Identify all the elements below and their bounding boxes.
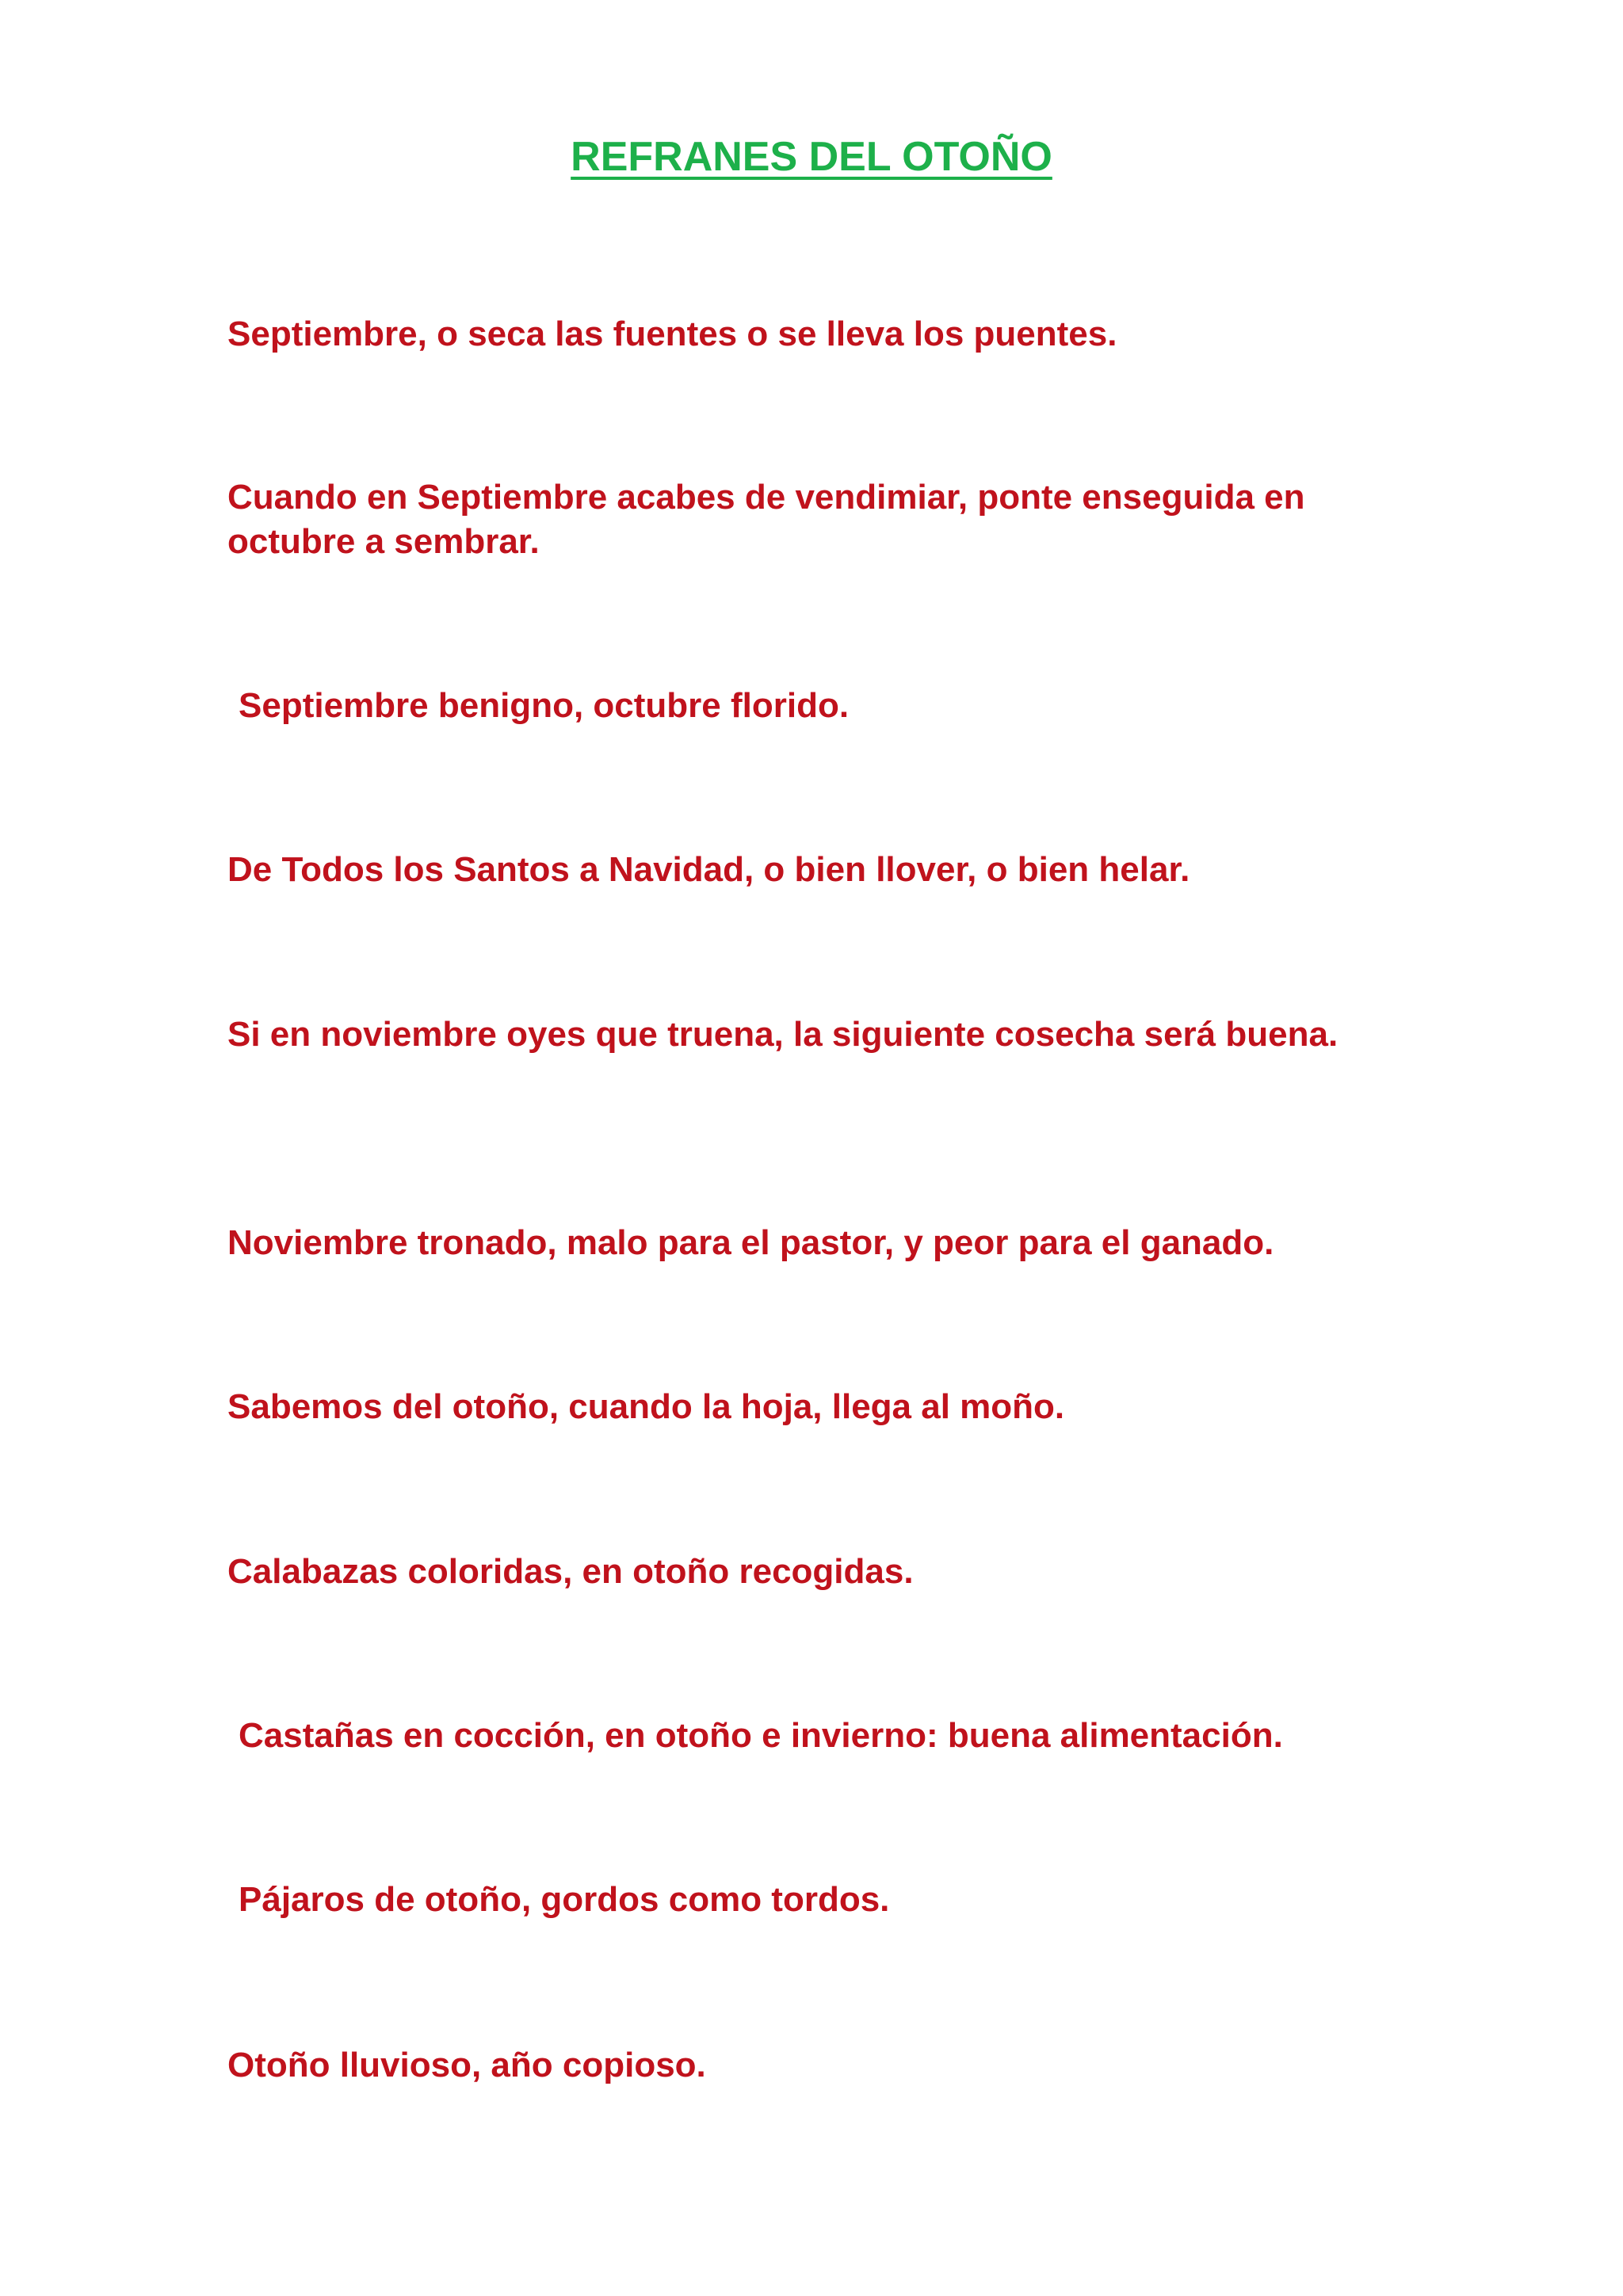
saying-2: Cuando en Septiembre acabes de vendimiar, ponte enseguida en octubre a sembrar. bbox=[227, 478, 1305, 561]
saying-5: Si en noviembre oyes que truena, la siguiente cosecha será buena. bbox=[227, 1015, 1338, 1054]
saying-10: Pájaros de otoño, gordos como tordos. bbox=[239, 1880, 890, 1919]
saying-7: Sabemos del otoño, cuando la hoja, llega al moño. bbox=[227, 1387, 1065, 1426]
saying-9: Castañas en cocción, en otoño e invierno: buena alimentación. bbox=[239, 1716, 1283, 1755]
saying-8: Calabazas coloridas, en otoño recogidas. bbox=[227, 1552, 914, 1591]
saying-4: De Todos los Santos a Navidad, o bien llover, o bien helar. bbox=[227, 850, 1190, 889]
saying-6: Noviembre tronado, malo para el pastor, y peor para el ganado. bbox=[227, 1223, 1274, 1262]
page-title: REFRANES DEL OTOÑO bbox=[571, 134, 1052, 180]
saying-1: Septiembre, o seca las fuentes o se lleva los puentes. bbox=[227, 315, 1117, 353]
saying-3: Septiembre benigno, octubre florido. bbox=[239, 686, 850, 725]
saying-11: Otoño lluvioso, año copioso. bbox=[227, 2046, 706, 2084]
